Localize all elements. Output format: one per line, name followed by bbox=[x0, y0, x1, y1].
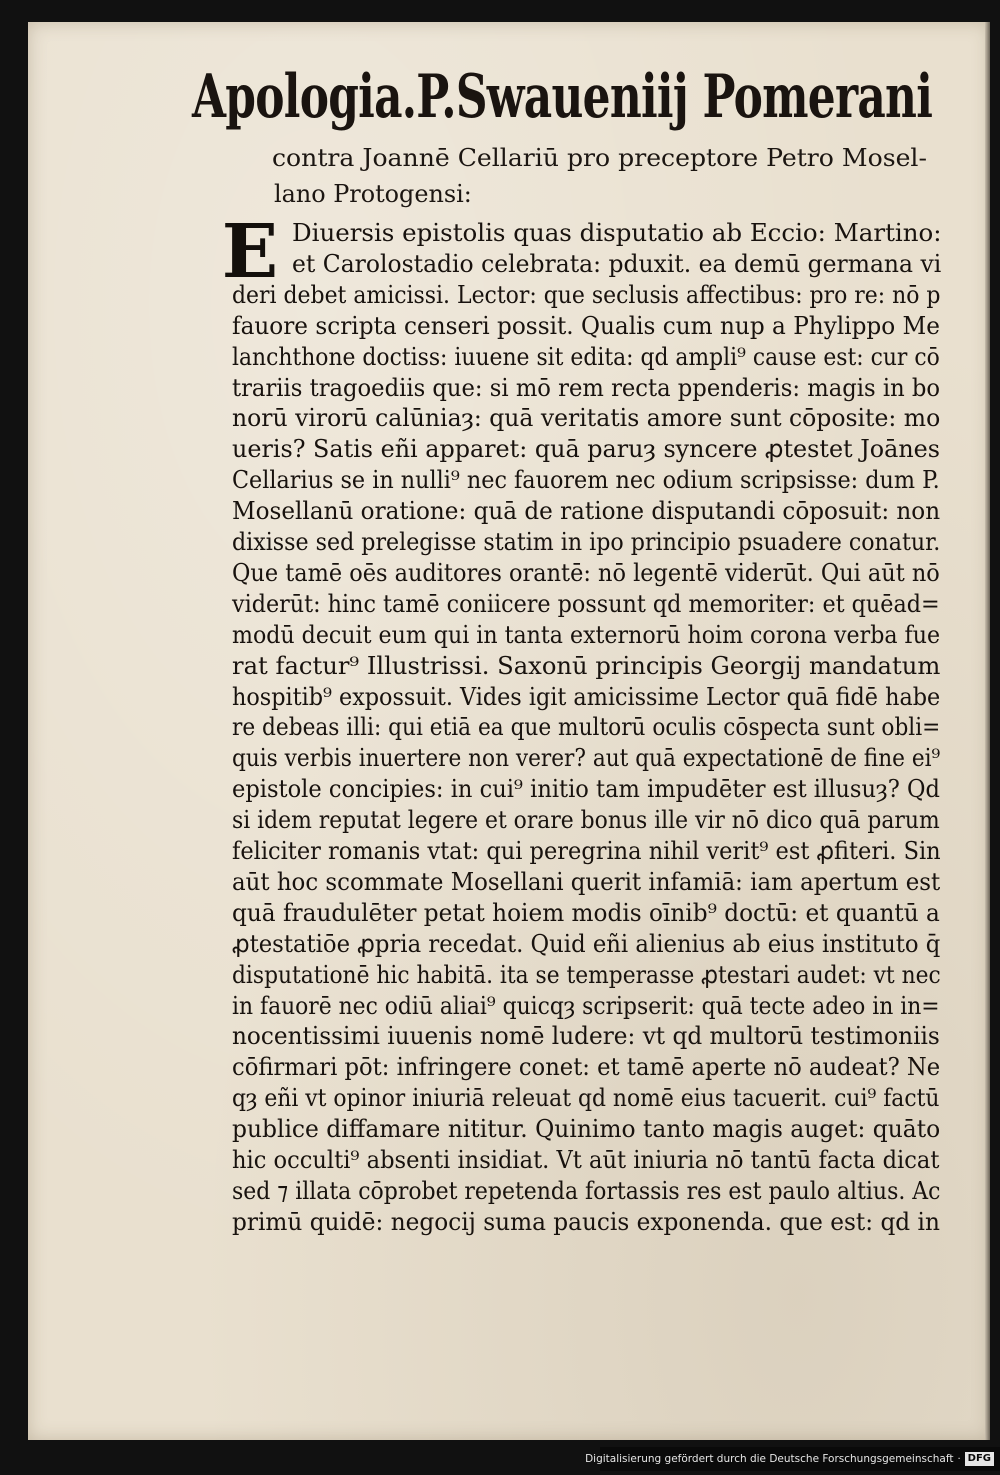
text-line: lanchthone doctiss: iuuene sit edita: qd ampli⁹ cause est: cur cō bbox=[232, 342, 940, 371]
drop-capital: E bbox=[221, 209, 279, 295]
footer-bar bbox=[585, 1447, 1000, 1471]
subtitle-line-2: lano Protogensi: bbox=[273, 180, 472, 208]
text-line: Cellarius se in nulli⁹ nec fauorem nec odium scripsisse: dum P. bbox=[232, 466, 940, 495]
text-line: qȝ eñi vt opinor iniuriā releuat qd nomē eius tacuerit. cui⁹ factū bbox=[232, 1084, 940, 1113]
text-line: deri debet amicissi. Lector: que seclusis affectibus: pro re: nō p bbox=[232, 280, 941, 309]
text-line: si idem reputat legere et orare bonus ille vir nō dico quā parum bbox=[232, 806, 940, 835]
text-line: trariis tragoediis que: si mō rem recta ppenderis: magis in bo bbox=[232, 373, 941, 402]
text-line: in fauorē nec odiū aliai⁹ quicqȝ scripserit: quā tecte adeo in in= bbox=[232, 991, 940, 1020]
dfg-logo-icon: DFG bbox=[965, 1452, 994, 1466]
text-line: fauore scripta censeri possit. Qualis cum nup a Phylippo Me bbox=[232, 311, 940, 340]
text-line: quā fraudulēter petat hoiem modis oīnib⁹ doctū: et quantū a bbox=[232, 898, 940, 927]
text-line: rat factur⁹ Illustrissi. Saxonū principis Georgij mandatum bbox=[232, 651, 941, 680]
text-line: ueris? Satis eñi apparet: quā paruȝ syncere ꝓtestet Joānes bbox=[232, 435, 941, 464]
subtitle-line-1: contra Joannē Cellariū pro preceptore Petro Mosel- bbox=[272, 144, 927, 172]
footer-separator: · bbox=[957, 1453, 961, 1465]
text-line: sed ⁊ illata cōprobet repetenda fortassis res est paulo altius. Ac bbox=[232, 1176, 941, 1205]
text-line: epistole concipies: in cui⁹ initio tam impudēter est illusuȝ? Qd bbox=[232, 775, 940, 804]
text-line: Mosellanū oratione: quā de ratione disputandi cōposuit: non bbox=[232, 497, 941, 526]
text-line: norū virorū calūniaȝ: quā veritatis amore sunt cōposite: mo bbox=[232, 404, 941, 433]
page-title: Apologia.P.Swaueniij Pomerani bbox=[192, 62, 933, 132]
text-line: primū quidē: negocij suma paucis exponenda. que est: qd in bbox=[232, 1207, 940, 1236]
text-line: dixisse sed prelegisse statim in ipo principio psuadere conatur. bbox=[232, 528, 941, 556]
text-line: cōfirmari pōt: infringere conet: et tamē aperte nō audeat? Ne bbox=[232, 1053, 941, 1082]
text-line: Que tamē oēs auditores orantē: nō legentē viderūt. Qui aūt nō bbox=[232, 558, 940, 587]
text-line: feliciter romanis vtat: qui peregrina nihil verit⁹ est ꝓfiteri. Sin bbox=[232, 837, 941, 865]
text-line: ꝓtestatiōe ꝓpria recedat. Quid eñi alienius ab eius instituto q̄ bbox=[232, 929, 941, 958]
text-line: aūt hoc scommate Mosellani querit infamiā: iam apertum est bbox=[232, 867, 941, 896]
text-line: hic occulti⁹ absenti insidiat. Vt aūt iniuria nō tantū facta dicat bbox=[232, 1146, 940, 1174]
text-line: Diuersis epistolis quas disputatio ab Eccio: Martino: bbox=[292, 219, 942, 247]
text-line: viderūt: hinc tamē coniicere possunt qd memoriter: et quēad= bbox=[232, 589, 940, 618]
footer-funding-text: Digitalisierung gefördert durch die Deutsche Forschungsgemeinschaft bbox=[585, 1453, 954, 1465]
text-line: publice diffamare nititur. Quinimo tanto magis auget: quāto bbox=[232, 1115, 941, 1144]
text-line: hospitib⁹ expossuit. Vides igit amicissime Lector quā fidē habe bbox=[232, 682, 941, 711]
text-line: re debeas illi: qui etiā ea que multorū oculis cōspecta sunt obli= bbox=[232, 713, 941, 742]
text-line: et Carolostadio celebrata: pduxit. ea demū germana vi bbox=[292, 249, 942, 278]
text-line: quis verbis inuertere non verer? aut quā expectationē de fine ei⁹ bbox=[232, 744, 941, 773]
text-line: modū decuit eum qui in tanta externorū hoim corona verba fue bbox=[232, 620, 941, 649]
text-line: nocentissimi iuuenis nomē ludere: vt qd multorū testimoniis bbox=[232, 1022, 940, 1051]
text-line: disputationē hic habitā. ita se temperasse ꝓtestari audet: vt nec bbox=[232, 960, 941, 989]
